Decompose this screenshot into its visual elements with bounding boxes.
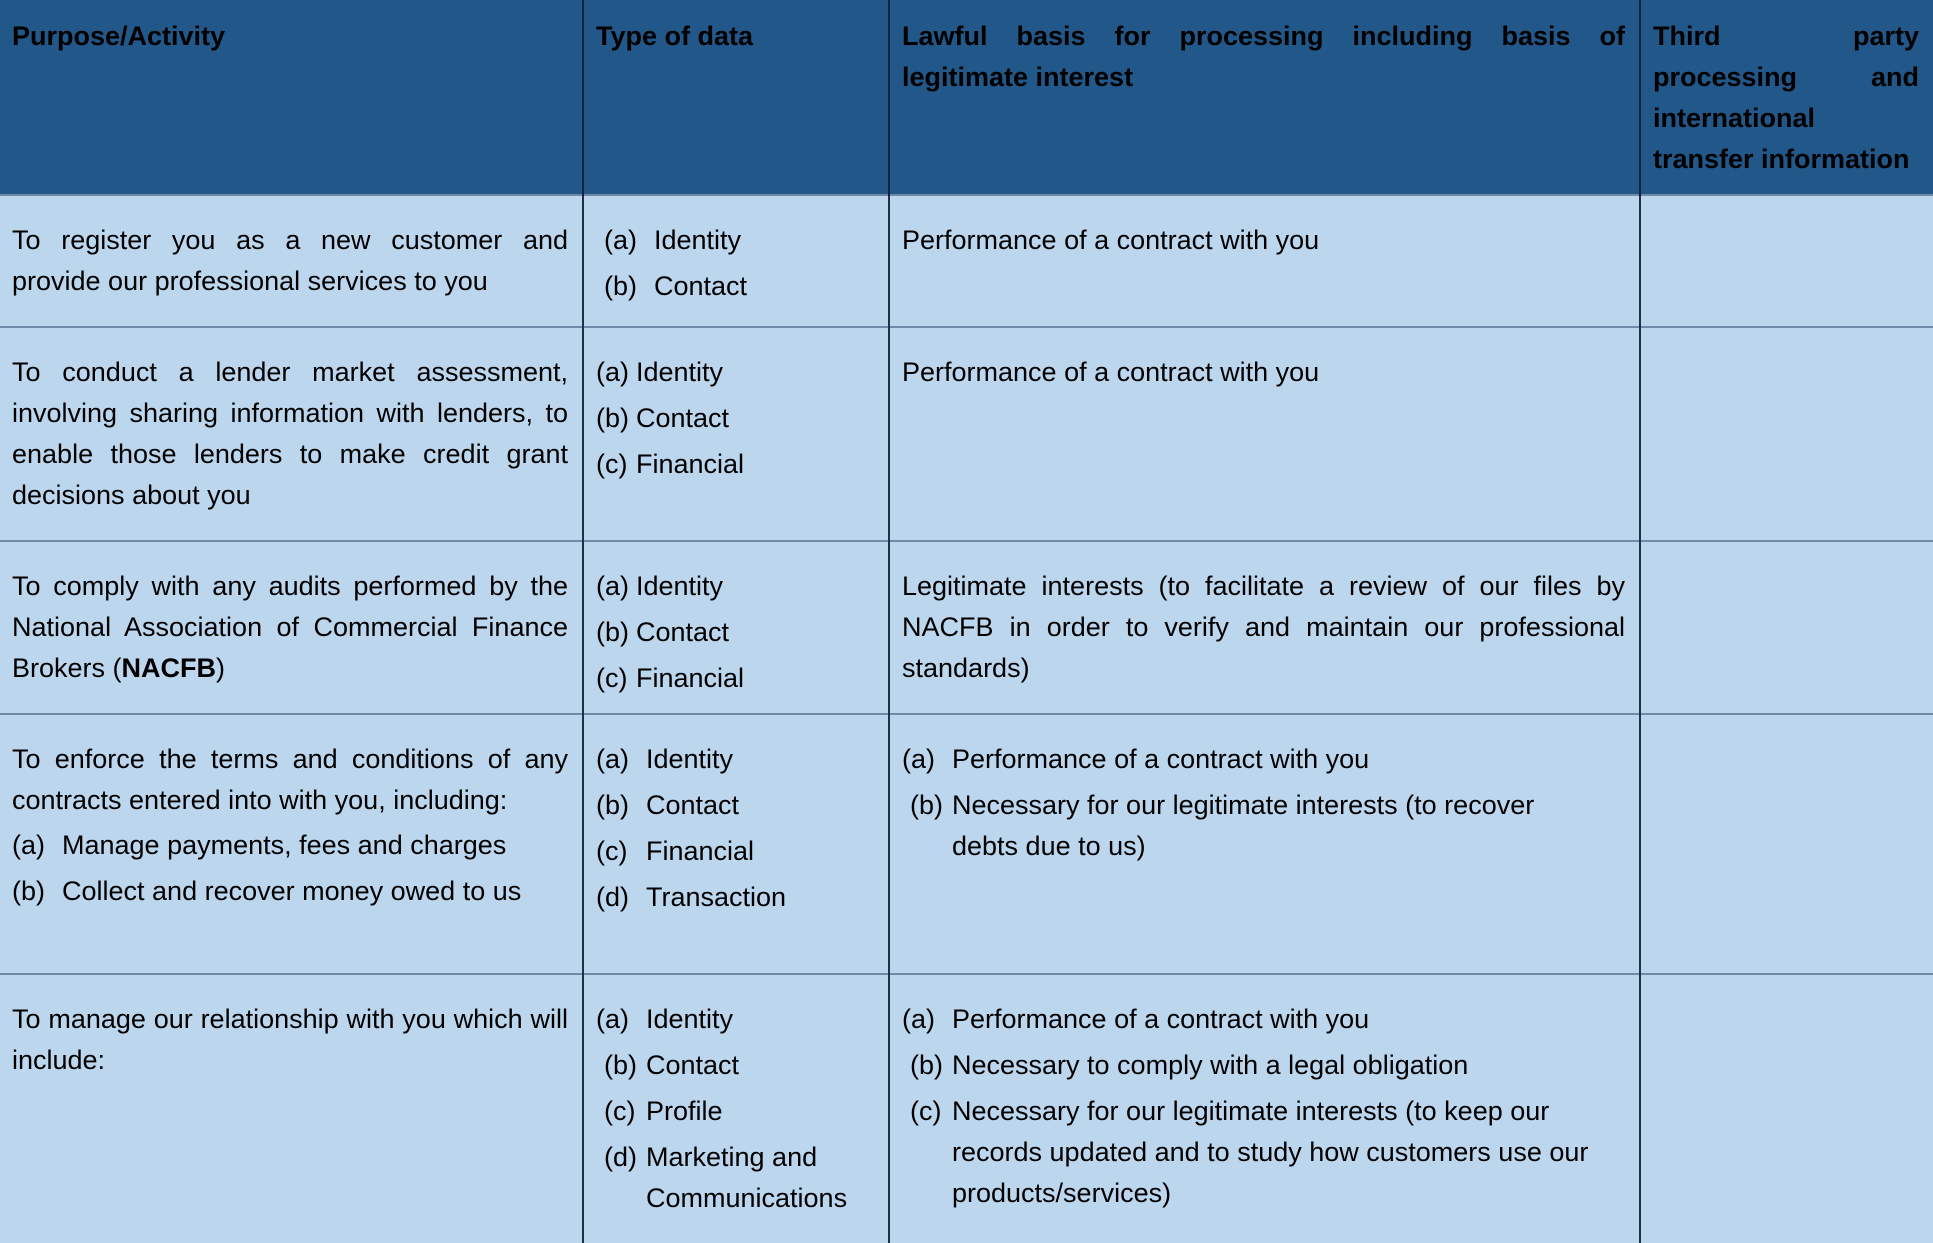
list-item: (c) Necessary for our legitimate interests (to keep our records updated and to study how customers use our products/services) bbox=[910, 1096, 1589, 1208]
list-item: (a) Identity bbox=[604, 225, 742, 255]
third-party-cell bbox=[1640, 974, 1933, 1243]
header-lawful-basis: Lawful basis for processing including basis of legitimate interest bbox=[889, 0, 1640, 195]
list-item: (c) Financial bbox=[596, 449, 745, 479]
list-item: (a) Identity bbox=[596, 357, 724, 387]
list-item: (a) Identity bbox=[596, 571, 724, 601]
list-item: (c) Profile bbox=[604, 1096, 723, 1126]
purpose-cell: To conduct a lender market assessment, involving sharing information with lenders, to enable those lenders to make credit grant decisions about you bbox=[0, 327, 583, 541]
list-item: (a) Performance of a contract with you bbox=[902, 744, 1370, 774]
lawful-basis-cell bbox=[889, 974, 1640, 1243]
table-row bbox=[0, 714, 1933, 974]
list-item: (b) Contact bbox=[596, 403, 730, 433]
purpose-cell: To register you as a new customer and provide our professional services to you bbox=[0, 195, 583, 327]
list-item: (c) Financial bbox=[596, 836, 755, 866]
table-row bbox=[0, 195, 1933, 327]
third-party-cell bbox=[1640, 195, 1933, 327]
list-item: (d) Marketing and Communications bbox=[604, 1142, 848, 1213]
third-party-cell bbox=[1640, 327, 1933, 541]
list-item: (b) Contact bbox=[604, 1050, 740, 1080]
list-item: (b) Collect and recover money owed to us bbox=[12, 876, 522, 906]
list-item: (d) Transaction bbox=[596, 882, 787, 912]
table-row bbox=[0, 541, 1933, 714]
list-item: (c) Financial bbox=[596, 663, 745, 693]
lawful-basis-cell: Performance of a contract with you bbox=[889, 195, 1640, 327]
type-of-data-cell bbox=[583, 541, 889, 714]
lawful-basis-cell: Legitimate interests (to facilitate a review of our files by NACFB in order to verify and maintain our professional standards) bbox=[889, 541, 1640, 714]
list-item: (a) Manage payments, fees and charges bbox=[12, 830, 507, 860]
type-of-data-cell bbox=[583, 714, 889, 974]
lawful-basis-cell: Performance of a contract with you bbox=[889, 327, 1640, 541]
purpose-cell: To comply with any audits performed by the National Association of Commercial Finance Brokers (NACFB) bbox=[0, 541, 583, 714]
list-item: (b) Contact bbox=[604, 271, 748, 301]
header-type-of-data: Type of data bbox=[583, 0, 889, 195]
lawful-basis-cell bbox=[889, 714, 1640, 974]
list-item: (b) Necessary to comply with a legal obligation bbox=[910, 1050, 1469, 1080]
list-item: (a) Identity bbox=[596, 1004, 734, 1034]
header-third-party: Third party processing and international transfer information bbox=[1640, 0, 1933, 195]
table-row bbox=[0, 327, 1933, 541]
type-of-data-cell bbox=[583, 974, 889, 1243]
list-item: (b) Contact bbox=[596, 617, 730, 647]
header-row bbox=[0, 0, 1933, 195]
type-of-data-cell bbox=[583, 327, 889, 541]
table-row bbox=[0, 974, 1933, 1243]
purpose-cell: To enforce the terms and conditions of any contracts entered into with you, including: (a) Manage payments, fees and charges (b) Collect and recover money owed to us bbox=[0, 714, 583, 974]
header-purpose: Purpose/Activity bbox=[0, 0, 583, 195]
third-party-cell bbox=[1640, 541, 1933, 714]
third-party-cell bbox=[1640, 714, 1933, 974]
list-item: (a) Identity bbox=[596, 744, 734, 774]
purpose-cell: To manage our relationship with you which will include: bbox=[0, 974, 583, 1243]
list-item: (b) Contact bbox=[596, 790, 740, 820]
list-item: (a) Performance of a contract with you bbox=[902, 1004, 1370, 1034]
type-of-data-cell bbox=[583, 195, 889, 327]
list-item: (b) Necessary for our legitimate interests (to recover debts due to us) bbox=[910, 790, 1535, 861]
